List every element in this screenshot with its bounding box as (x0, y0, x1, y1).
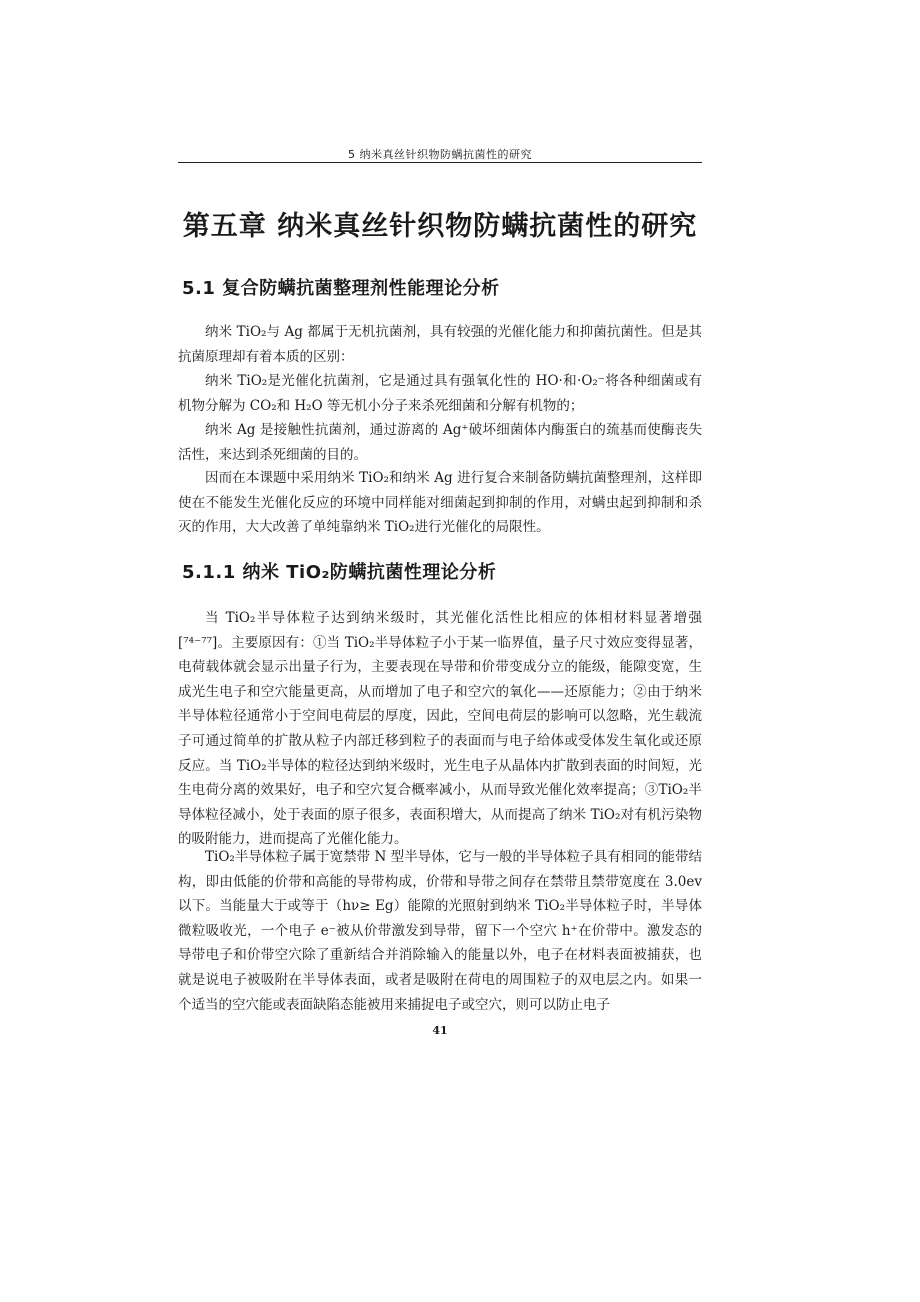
paragraph: 因而在本课题中采用纳米 TiO₂和纳米 Ag 进行复合来制备防螨抗菌整理剂，这样即使在不能发生光催化反应的环境中同样能对细菌起到抑制的作用，对螨虫起到抑制和杀灭的作用，大大改善了单纯靠纳米 TiO₂进行光催化的局限性。 (178, 470, 702, 536)
paragraph: 纳米 TiO₂与 Ag 都属于无机抗菌剂，具有较强的光催化能力和抑菌抗菌性。但是其抗菌原理却有着本质的区别： (178, 324, 702, 365)
running-header: 5 纳米真丝针织物防螨抗菌性的研究 (348, 148, 532, 161)
section-heading-5-1: 5.1 复合防螨抗菌整理剂性能理论分析 (182, 278, 500, 299)
page-number: 41 (432, 1024, 448, 1037)
paragraph: 纳米 Ag 是接触性抗菌剂，通过游离的 Ag⁺破坏细菌体内酶蛋白的巯基而使酶丧失活性，来达到杀死细菌的目的。 (178, 422, 702, 463)
paragraph: 当 TiO₂半导体粒子达到纳米级时，其光催化活性比相应的体相材料显著增强[⁷⁴⁻⁷⁷]。主要原因有：①当 TiO₂半导体粒子小于某一临界值，量子尺寸效应变得显著，电荷载体就会显示出量子行为，主要表现在导带和价带变成分立的能级，能隙变宽，生成光生电子和空穴能量更高，从而增加了电子和空穴的氧化——还原能力；②由于纳米半导体粒径通常小于空间电荷层的厚度，因此，空间电荷层的影响可以忽略，光生载流子可通过简单的扩散从粒子内部迁移到粒子的表面而与电子给体或受体发生氧化或还原反应。当 TiO₂半导体的粒径达到纳米级时，光生电子从晶体内扩散到表面的时间短，光生电荷分离的效果好，电子和空穴复合概率减小，从而导致光催化效率提高；③TiO₂半导体粒径减小，处于表面的原子很多，表面积增大，从而提高了纳米 TiO₂对有机污染物的吸附能力，进而提高了光催化能力。 (178, 610, 702, 848)
chapter-title: 第五章 纳米真丝针织物防螨抗菌性的研究 (182, 211, 698, 242)
header-rule (178, 162, 702, 163)
section-heading-5-1-1: 5.1.1 纳米 TiO₂防螨抗菌性理论分析 (182, 562, 497, 583)
paragraph: TiO₂半导体粒子属于宽禁带 N 型半导体，它与一般的半导体粒子具有相同的能带结构，即由低能的价带和高能的导带构成，价带和导带之间存在禁带且禁带宽度在 3.0ev 以下。当能量大于或等于（hν≥ Eg）能隙的光照射到纳米 TiO₂半导体粒子时，半导体微粒吸收光，一个电子 e⁻被从价带激发到导带，留下一个空穴 h⁺在价带中。激发态的导带电子和价带空穴除了重新结合并消除输入的能量以外，电子在材料表面被捕获，也就是说电子被吸附在半导体表面，或者是吸附在荷电的周围粒子的双电层之内。如果一个适当的空穴能或表面缺陷态能被用来捕捉电子或空穴，则可以防止电子 (178, 849, 702, 1013)
paragraph: 纳米 TiO₂是光催化抗菌剂，它是通过具有强氧化性的 HO·和·O₂⁻将各种细菌或有机物分解为 CO₂和 H₂O 等无机小分子来杀死细菌和分解有机物的； (178, 373, 702, 414)
